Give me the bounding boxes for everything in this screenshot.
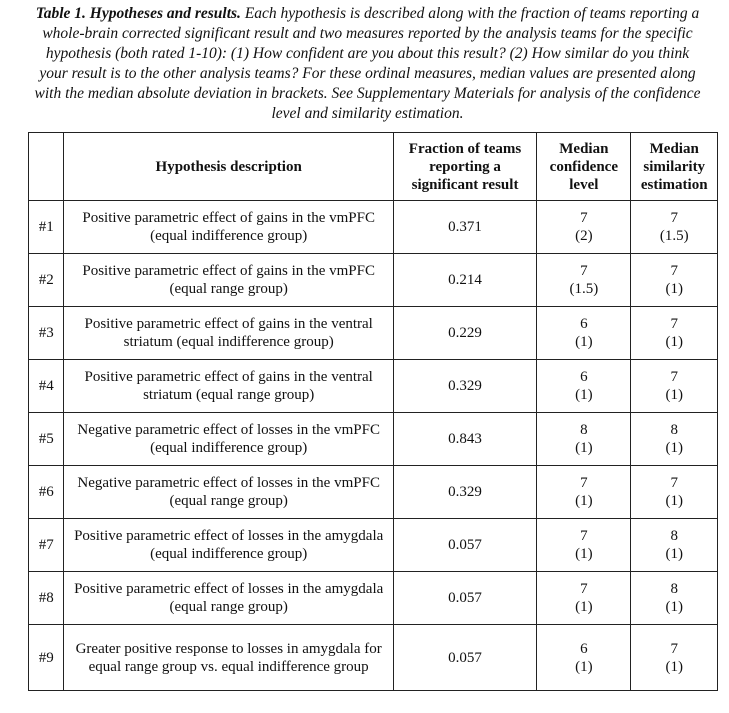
confidence-median: 7: [580, 528, 588, 544]
similarity-cell: [631, 519, 718, 572]
table-row: [29, 572, 718, 625]
confidence-median: 8: [580, 422, 588, 438]
hypothesis-description: Positive parametric effect of gains in the ventral striatum (equal range group): [64, 360, 393, 413]
fraction-value: 0.371: [393, 201, 536, 254]
hypothesis-number: #8: [29, 572, 64, 625]
similarity-mad: (1): [665, 658, 683, 675]
table-row: [29, 254, 718, 307]
header-confidence: Median confidence level: [537, 133, 631, 201]
similarity-cell: [631, 307, 718, 360]
similarity-cell: [631, 254, 718, 307]
hypothesis-description: Negative parametric effect of losses in the vmPFC (equal indifference group): [64, 413, 393, 466]
confidence-mad: (1): [575, 493, 593, 509]
hypothesis-number: #7: [29, 519, 64, 572]
confidence-cell: [537, 360, 631, 413]
hypothesis-description: Negative parametric effect of losses in the vmPFC (equal range group): [64, 466, 393, 519]
table-caption: [30, 4, 705, 124]
header-fraction: Fraction of teams reporting a significant result: [393, 133, 536, 201]
header-similarity: Median similarity estimation: [631, 133, 718, 201]
confidence-cell: [537, 466, 631, 519]
confidence-median: 6: [580, 316, 588, 332]
fraction-value: 0.057: [393, 625, 536, 691]
similarity-median: 8: [670, 528, 678, 544]
confidence-mad: (2): [575, 228, 593, 244]
fraction-value: 0.843: [393, 413, 536, 466]
hypothesis-description: Positive parametric effect of gains in the vmPFC (equal range group): [64, 254, 393, 307]
similarity-mad: (1): [665, 493, 683, 509]
confidence-mad: (1): [575, 440, 593, 456]
confidence-mad: (1): [575, 546, 593, 562]
similarity-mad: (1): [665, 281, 683, 297]
similarity-mad: (1): [665, 334, 683, 350]
confidence-median: 6: [580, 369, 588, 385]
hypothesis-number: #2: [29, 254, 64, 307]
hypothesis-description: Greater positive response to losses in amygdala for equal range group vs. equal indifference group: [64, 625, 393, 691]
fraction-value: 0.329: [393, 466, 536, 519]
similarity-cell: [631, 413, 718, 466]
similarity-median: 8: [670, 422, 678, 438]
table-caption-text: Each hypothesis is described along with the fraction of teams reporting a whole-brain corrected significant result and two measures reported by the analysis teams for the specific hypothesis (both rated 1-10): (1) How confident are you about this result? (2) How similar do you think your result is to the other analysis teams? For these ordinal measures, median values are presented along with the median absolute deviation in brackets. See Supplementary Materials for analysis of the confidence level and similarity estimation.: [34, 5, 701, 122]
hypotheses-results-table: [28, 132, 718, 691]
hypothesis-description: Positive parametric effect of gains in the vmPFC (equal indifference group): [64, 201, 393, 254]
confidence-mad: (1): [575, 599, 593, 615]
confidence-cell: [537, 307, 631, 360]
similarity-mad: (1.5): [659, 228, 689, 244]
table-header-row: [29, 133, 718, 201]
table-caption-title: Table 1. Hypotheses and results.: [35, 5, 241, 22]
table-row: [29, 413, 718, 466]
confidence-mad: (1): [575, 658, 593, 675]
confidence-cell: [537, 254, 631, 307]
confidence-cell: [537, 519, 631, 572]
confidence-mad: (1): [575, 334, 593, 350]
confidence-median: 7: [580, 210, 588, 226]
header-description: Hypothesis description: [64, 133, 393, 201]
hypothesis-number: #4: [29, 360, 64, 413]
hypothesis-number: #5: [29, 413, 64, 466]
similarity-cell: [631, 201, 718, 254]
similarity-mad: (1): [665, 387, 683, 403]
confidence-median: 7: [580, 263, 588, 279]
confidence-cell: [537, 572, 631, 625]
table-row: [29, 307, 718, 360]
similarity-cell: [631, 466, 718, 519]
confidence-mad: (1): [575, 387, 593, 403]
fraction-value: 0.057: [393, 519, 536, 572]
similarity-cell: [631, 625, 718, 691]
similarity-mad: (1): [665, 546, 683, 562]
table-row: [29, 519, 718, 572]
similarity-median: 8: [670, 581, 678, 597]
similarity-mad: (1): [665, 599, 683, 615]
fraction-value: 0.214: [393, 254, 536, 307]
similarity-median: 7: [670, 475, 678, 491]
table-row: [29, 625, 718, 691]
confidence-mad: (1.5): [569, 281, 599, 297]
confidence-cell: [537, 413, 631, 466]
confidence-median: 7: [580, 475, 588, 491]
similarity-cell: [631, 360, 718, 413]
similarity-median: 7: [670, 316, 678, 332]
fraction-value: 0.329: [393, 360, 536, 413]
similarity-mad: (1): [665, 440, 683, 456]
similarity-cell: [631, 572, 718, 625]
table-row: [29, 360, 718, 413]
confidence-cell: [537, 201, 631, 254]
similarity-median: 7: [670, 640, 678, 657]
fraction-value: 0.057: [393, 572, 536, 625]
table-row: [29, 466, 718, 519]
confidence-median: 6: [580, 640, 588, 657]
hypothesis-number: #1: [29, 201, 64, 254]
fraction-value: 0.229: [393, 307, 536, 360]
hypothesis-description: Positive parametric effect of losses in the amygdala (equal range group): [64, 572, 393, 625]
hypothesis-description: Positive parametric effect of losses in the amygdala (equal indifference group): [64, 519, 393, 572]
header-number: [29, 133, 64, 201]
confidence-cell: [537, 625, 631, 691]
hypothesis-number: #3: [29, 307, 64, 360]
confidence-median: 7: [580, 581, 588, 597]
hypothesis-number: #9: [29, 625, 64, 691]
hypothesis-number: #6: [29, 466, 64, 519]
table-row: [29, 201, 718, 254]
similarity-median: 7: [670, 210, 678, 226]
similarity-median: 7: [670, 369, 678, 385]
hypothesis-description: Positive parametric effect of gains in the ventral striatum (equal indifference group): [64, 307, 393, 360]
similarity-median: 7: [670, 263, 678, 279]
